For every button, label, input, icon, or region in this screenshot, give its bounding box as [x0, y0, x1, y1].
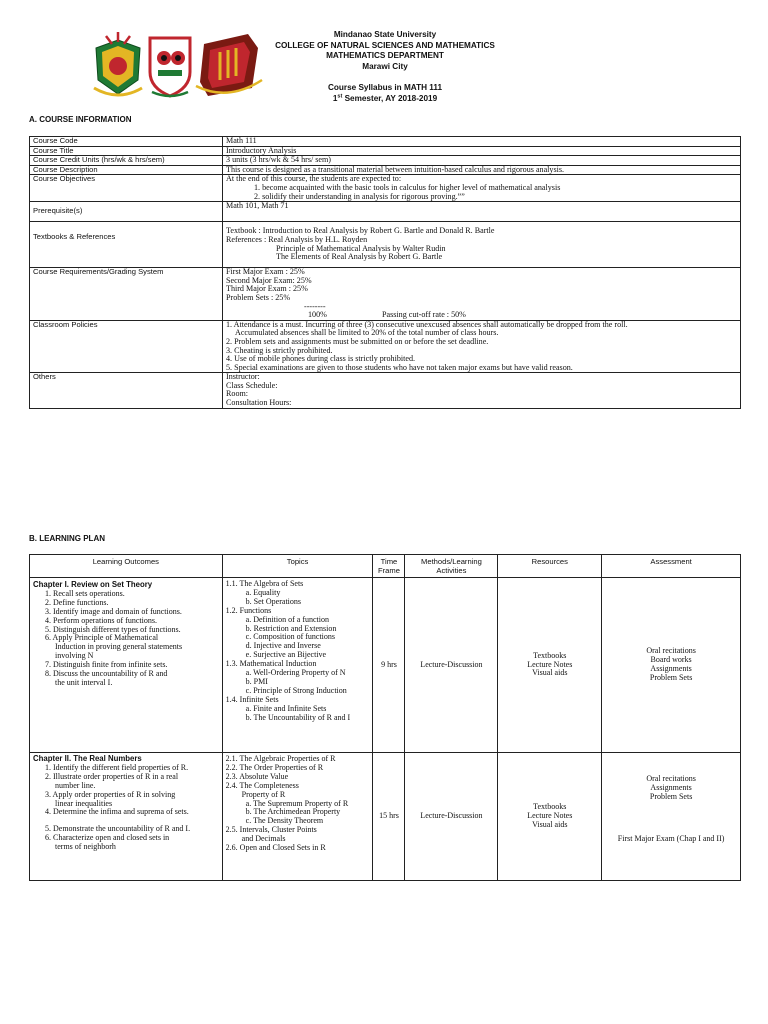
table-row [30, 137, 741, 147]
list-item: involving N [55, 651, 94, 661]
chapter-2-outcomes [30, 753, 223, 881]
grading-label: Course Requirements/Grading System [30, 268, 223, 321]
cnsm-seal-icon [150, 38, 190, 96]
table-row [30, 222, 741, 268]
course-code-label: Course Code [30, 137, 223, 147]
list-item: 5. Distinguish different types of functions. [45, 624, 181, 634]
chapter-1-outcomes [30, 578, 223, 753]
section-a-heading: A. COURSE INFORMATION [29, 115, 132, 124]
table-row [30, 156, 741, 166]
passing-rate: Passing cut-off rate : 50% [382, 310, 466, 320]
course-description-label: Course Description [30, 165, 223, 175]
textbooks-value: Textbook : Introduction to Real Analysis by Robert G. Bartle and Donald R. Bartle References : Real Analysis by H.L. Royden Principle of Mathematical Analysis by Walter Rudin The Elements of Real Analysis by Robert G. Bartle [223, 222, 741, 268]
table-header-row [30, 555, 741, 578]
chapter-2-assessment: Oral recitations Assignments Problem Sets First Major Exam (Chap I and II) [602, 753, 741, 881]
city-name: Marawi City [362, 61, 408, 71]
syllabus-title: Course Syllabus in MATH 111 [327, 83, 443, 92]
policies-label: Classroom Policies [30, 320, 223, 373]
list-item: 1. Recall sets operations. [45, 588, 125, 598]
col-resources: Resources [498, 555, 602, 578]
chapter-2-title: Chapter II. The Real Numbers [33, 754, 142, 763]
department-name: MATHEMATICS DEPARTMENT [326, 51, 444, 60]
table-row [30, 373, 741, 408]
list-item: number line. [55, 780, 96, 790]
document-header [230, 30, 540, 104]
col-learning-outcomes: Learning Outcomes [30, 555, 223, 578]
grading-value: First Major Exam : 25% Second Major Exam: 25% Third Major Exam : 25% Problem Sets : 25% -------- 100% Passing cut-off rate : 50% [223, 268, 741, 321]
list-item: terms of neighborh [55, 842, 116, 852]
list-item: the unit interval I. [55, 677, 113, 687]
col-time-frame: Time Frame [373, 555, 405, 578]
list-item: 2. Illustrate order properties of R in a real [45, 771, 179, 781]
col-assessment: Assessment [602, 555, 741, 578]
objective-item: 2. solidify their understanding in analysis for rigorous proving.”” [254, 191, 465, 201]
table-row [30, 578, 741, 753]
course-units-label: Course Credit Units (hrs/wk & hrs/sem) [30, 156, 223, 166]
table-row [30, 268, 741, 321]
msu-seal-icon [94, 32, 142, 95]
list-item: 4. Determine the infima and suprema of sets. [45, 807, 189, 817]
chapter-2-resources: Textbooks Lecture Notes Visual aids [498, 753, 602, 881]
textbooks-label: Textbooks & References [30, 222, 223, 268]
chapter-1-time: 9 hrs [373, 578, 405, 753]
list-item: 3. Apply order properties of R in solving [45, 789, 176, 799]
table-row [30, 753, 741, 881]
section-b-heading: B. LEARNING PLAN [29, 534, 105, 543]
list-item: Induction in proving general statements [55, 642, 183, 652]
chapter-2-time: 15 hrs [373, 753, 405, 881]
list-item: 3. Identify image and domain of functions. [45, 606, 182, 616]
chapter-2-topics: 2.1. The Algebraic Properties of R 2.2. The Order Properties of R 2.3. Absolute Value 2.4. The Completeness Property of R a. The Supremum Property of R b. The Archimedean Property c. The Density Theorem 2.5. Intervals, Cluster Points and Decimals 2.6. Open and Closed Sets in R [222, 753, 373, 881]
list-item: 1. Identify the different field properties of R. [45, 762, 189, 772]
list-item: 6. Apply Principle of Mathematical [45, 633, 159, 643]
college-name: COLLEGE OF NATURAL SCIENCES AND MATHEMATICS [275, 40, 495, 50]
list-item: linear inequalities [55, 798, 113, 808]
semester-line: 1st Semester, AY 2018-2019 [332, 92, 438, 103]
list-item: 5. Demonstrate the uncountability of R and I. [45, 824, 191, 834]
col-topics: Topics [222, 555, 373, 578]
course-title-value: Introductory Analysis [223, 146, 741, 156]
course-description-value: This course is designed as a transitional material between intuition-based calculus and rigorous analysis. [223, 165, 741, 175]
chapter-1-method: Lecture-Discussion [405, 578, 498, 753]
chapter-1-assessment: Oral recitations Board works Assignments Problem Sets [602, 578, 741, 753]
course-objectives-value: At the end of this course, the students are expected to: 1. become acquainted with the basic tools in calculus for higher level of mathematical analysis 2. solidify their understanding in analysis for rigorous proving.”” [223, 175, 741, 202]
table-row [30, 320, 741, 373]
col-methods: Methods/Learning Activities [405, 555, 498, 578]
list-item: 4. Perform operations of functions. [45, 615, 157, 625]
chapter-1-title: Chapter I. Review on Set Theory [33, 580, 153, 589]
objective-item: 1. become acquainted with the basic tools in calculus for higher level of mathematical analysis [254, 182, 561, 192]
course-code-value: Math 111 [223, 137, 741, 147]
course-info-table [29, 136, 741, 409]
list-item: 7. Distinguish finite from infinite sets. [45, 660, 168, 670]
table-row [30, 175, 741, 202]
list-item: 2. Define functions. [45, 597, 109, 607]
prerequisite-value: Math 101, Math 71 [223, 202, 741, 222]
policies-value: 1. Attendance is a must. Incurring of three (3) consecutive unexcused absences shall automatically be dropped from the roll. Accumulated absences shall be limited to 20% of the total number of class hours. 2. Problem sets and assignments must be submitted on or before the set deadline. 3. Cheating is strictly prohibited. 4. Use of mobile phones during class is strictly prohibited. 5. Special examinations are given to those students who have not taken major exams but have valid reason. [223, 320, 741, 373]
chapter-1-topics: 1.1. The Algebra of Sets a. Equality b. Set Operations 1.2. Functions a. Definition of a function b. Restriction and Extension c. Composition of functions d. Injective and Inverse e. Surjective an Bijective 1.3. Mathematical Induction a. Well-Ordering Property of N b. PMI c. Principle of Strong Induction 1.4. Infinite Sets a. Finite and Infinite Sets b. The Uncountability of R and I [222, 578, 373, 753]
others-value: Instructor: Class Schedule: Room: Consultation Hours: [223, 373, 741, 408]
course-units-value: 3 units (3 hrs/wk & 54 hrs/ sem) [223, 156, 741, 166]
table-row [30, 202, 741, 222]
chapter-1-resources: Textbooks Lecture Notes Visual aids [498, 578, 602, 753]
list-item: 6. Characterize open and closed sets in [45, 833, 170, 843]
course-title-label: Course Title [30, 146, 223, 156]
others-label: Others [30, 373, 223, 408]
chapter-2-method: Lecture-Discussion [405, 753, 498, 881]
course-objectives-label: Course Objectives [30, 175, 223, 202]
list-item: 8. Discuss the uncountability of R and [45, 669, 168, 679]
prerequisite-label: Prerequisite(s) [30, 202, 223, 222]
university-name: Mindanao State University [333, 30, 437, 39]
learning-plan-table [29, 554, 741, 881]
